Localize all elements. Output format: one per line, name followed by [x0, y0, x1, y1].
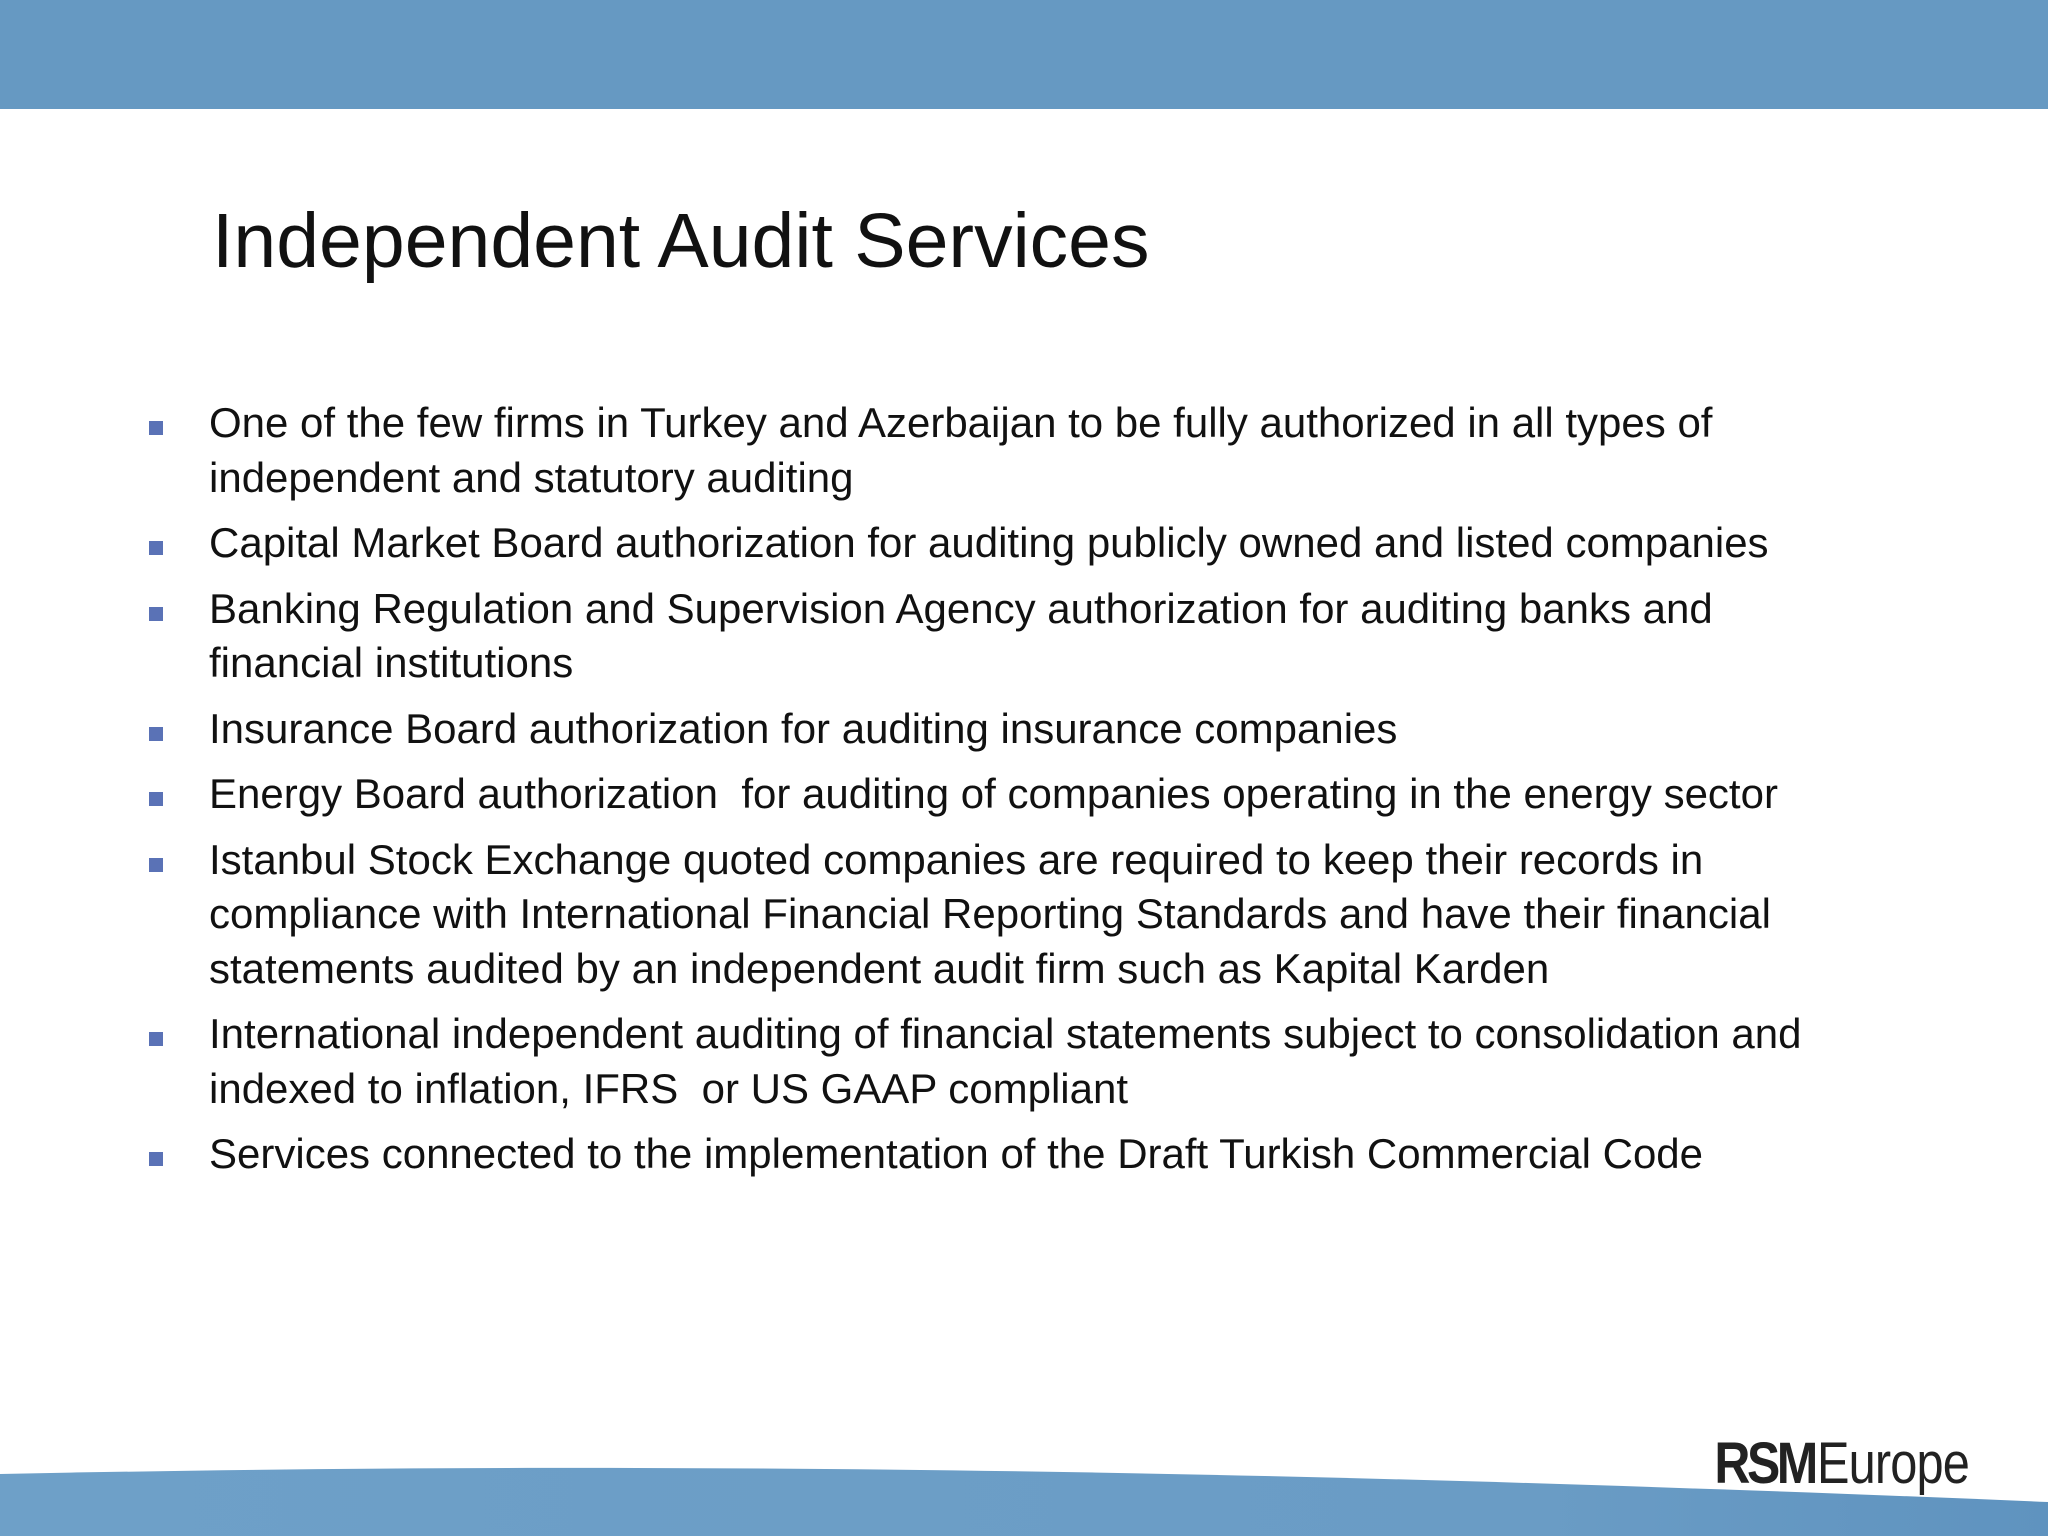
bullet-item [140, 702, 1820, 757]
logo-region: Europe [1816, 1431, 1970, 1496]
bullet-item [140, 1007, 1820, 1116]
bullet-item [140, 767, 1820, 822]
square-bullet-icon [149, 727, 163, 741]
bullet-item [140, 396, 1820, 505]
square-bullet-icon [149, 792, 163, 806]
square-bullet-icon [149, 607, 163, 621]
bullet-text: Istanbul Stock Exchange quoted companies are required to keep their records in compliance with International Financial Reporting Standards and have their financial statements audited by an independent audit firm such as Kapital Karden [209, 835, 1783, 992]
bullet-item [140, 582, 1820, 691]
square-bullet-icon [149, 421, 163, 435]
logo-brand: RSM [1714, 1431, 1815, 1496]
bullet-text: One of the few firms in Turkey and Azerbaijan to be fully authorized in all types of independent and statutory auditing [209, 399, 1725, 501]
bullet-text: Insurance Board authorization for auditing insurance companies [209, 704, 1398, 752]
bullet-item [140, 1127, 1820, 1182]
bullet-text: Banking Regulation and Supervision Agency authorization for auditing banks and financial institutions [209, 584, 1725, 686]
square-bullet-icon [149, 858, 163, 872]
rsm-europe-logo [1698, 1430, 1998, 1498]
bullet-item [140, 516, 1820, 571]
square-bullet-icon [149, 1152, 163, 1166]
bullet-text: Energy Board authorization for auditing of companies operating in the energy sector [209, 770, 1778, 817]
square-bullet-icon [149, 541, 163, 555]
square-bullet-icon [149, 1032, 163, 1046]
header-band [0, 0, 2048, 109]
bullet-text: Capital Market Board authorization for auditing publicly owned and listed companies [209, 519, 1769, 566]
bullet-list [140, 396, 1820, 1193]
bullet-text: International independent auditing of financial statements subject to consolidation and indexed to inflation, IFRS or US GAAP compliant [209, 1010, 1814, 1112]
bullet-item [140, 833, 1820, 997]
bullet-text: Services connected to the implementation of the Draft Turkish Commercial Code [209, 1130, 1704, 1177]
slide-title: Independent Audit Services [212, 198, 1150, 284]
